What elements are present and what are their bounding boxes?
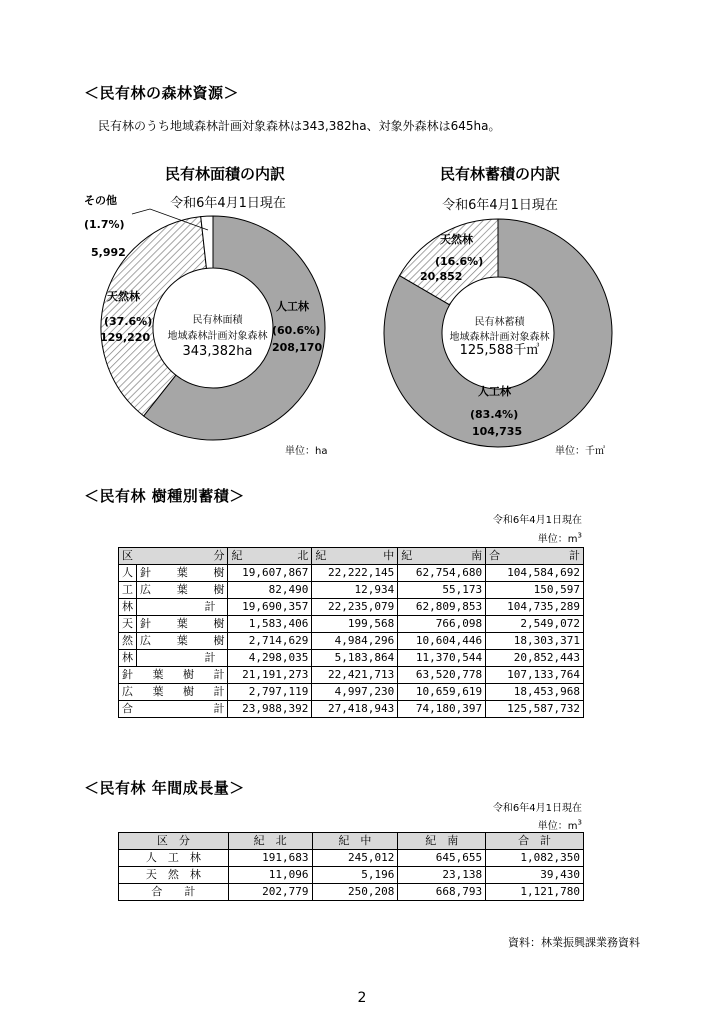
- table-cell-value: 23,988,392: [228, 701, 312, 718]
- table-cell-value: 19,607,867: [228, 565, 312, 582]
- chart-volume-unit: 単位：千㎥: [555, 446, 605, 457]
- chart-area-title: 民有林面積の内訳: [164, 165, 285, 183]
- table-cell-value: 1,583,406: [228, 616, 312, 633]
- table-cell-value: 82,490: [228, 582, 312, 599]
- table-row: [119, 867, 584, 884]
- chart-area-other-leader-line: [130, 196, 220, 236]
- table-cell-value: 125,587,732: [486, 701, 584, 718]
- table-cell-value: 245,012: [312, 850, 398, 867]
- table-cell-value: 645,655: [398, 850, 486, 867]
- table-cell-value: 2,797,119: [228, 684, 312, 701]
- chart-volume-label-natural-pct: (16.6%): [435, 255, 484, 268]
- row-label: 広 葉 樹: [136, 582, 228, 599]
- section-heading-species-volume: ＜民有林 樹種別蓄積＞: [84, 487, 245, 505]
- table-header-cell: 紀 北: [228, 833, 312, 850]
- table-cell-value: 20,852,443: [486, 650, 584, 667]
- table-cell-value: 4,997,230: [312, 684, 398, 701]
- chart-volume-date: 令和6年4月1日現在: [442, 198, 558, 213]
- table-cell-value: 22,235,079: [312, 599, 398, 616]
- section-description: 民有林のうち地域森林計画対象森林は343,382ha、対象外森林は645ha。: [98, 119, 501, 133]
- chart-volume-label-artificial-pct: (83.4%): [470, 408, 519, 421]
- chart-area-label-other-value: 5,992: [91, 246, 126, 259]
- table-cell-value: 191,683: [228, 850, 312, 867]
- chart-area-label-artificial-name: 人工林: [276, 300, 309, 313]
- table-row: [119, 850, 584, 867]
- table-cell-value: 19,690,357: [228, 599, 312, 616]
- table-cell-value: 39,430: [486, 867, 584, 884]
- table-cell-value: 104,735,289: [486, 599, 584, 616]
- table-cell-value: 202,779: [228, 884, 312, 901]
- table-cell-value: 2,549,072: [486, 616, 584, 633]
- species-table-unit: 単位：$m^3$: [537, 531, 582, 545]
- table-cell-value: 4,984,296: [312, 633, 398, 650]
- source-note: 資料：林業振興課業務資料: [508, 936, 640, 949]
- row-label: 広 葉 樹: [136, 633, 228, 650]
- table-cell-value: 104,584,692: [486, 565, 584, 582]
- chart-volume-title: 民有林蓄積の内訳: [439, 165, 560, 183]
- row-label: 広 葉 樹 計: [119, 684, 228, 701]
- chart-area-date: 令和6年4月1日現在: [170, 196, 286, 211]
- table-cell-value: 10,659,619: [398, 684, 486, 701]
- table-cell-value: 63,520,778: [398, 667, 486, 684]
- row-label: 針 葉 樹 計: [119, 667, 228, 684]
- row-label: 計: [136, 599, 228, 616]
- table-cell-value: 766,098: [398, 616, 486, 633]
- table-header-cell: 紀 中: [312, 833, 398, 850]
- table-cell-value: 199,568: [312, 616, 398, 633]
- chart-area-unit: 単位：ha: [285, 446, 328, 457]
- table-cell-value: 27,418,943: [312, 701, 398, 718]
- row-label: 針 葉 樹: [136, 565, 228, 582]
- table-cell-value: 23,138: [398, 867, 486, 884]
- chart-area-center-value: 343,382ha: [182, 344, 253, 359]
- table-cell-value: 10,604,446: [398, 633, 486, 650]
- table-cell-value: 5,196: [312, 867, 398, 884]
- table-cell-value: 21,191,273: [228, 667, 312, 684]
- chart-volume-label-natural-value: 20,852: [420, 270, 463, 283]
- annual-growth-table: [118, 832, 584, 901]
- chart-volume-center-line2: 地域森林計画対象森林: [449, 332, 550, 343]
- table-cell-value: 74,180,397: [398, 701, 486, 718]
- section-heading-annual-growth: ＜民有林 年間成長量＞: [84, 779, 245, 797]
- chart-area-label-artificial-value: 208,170: [272, 341, 323, 354]
- group-label-char: 人: [119, 565, 137, 582]
- table-row: [119, 582, 584, 599]
- table-cell-value: 55,173: [398, 582, 486, 599]
- table-row: [119, 599, 584, 616]
- chart-volume-center-line1: 民有林蓄積: [474, 317, 525, 328]
- chart-area-label-natural-value: 129,220: [100, 331, 151, 344]
- row-label: 合 計: [119, 884, 229, 901]
- table-cell-value: 22,222,145: [312, 565, 398, 582]
- table-cell-value: 62,754,680: [398, 565, 486, 582]
- table-cell-value: 2,714,629: [228, 633, 312, 650]
- species-volume-table: [118, 547, 584, 718]
- table-cell-value: 5,183,864: [312, 650, 398, 667]
- table-header-cell: 紀 南: [398, 833, 486, 850]
- growth-table-unit: 単位：$m^3$: [537, 818, 582, 832]
- table-row: [119, 884, 584, 901]
- chart-volume-label-natural-name: 天然林: [440, 233, 473, 246]
- growth-table-date: 令和6年4月1日現在: [492, 803, 582, 814]
- row-label: 針 葉 樹: [136, 616, 228, 633]
- group-label-char: 然: [119, 633, 137, 650]
- table-cell-value: 250,208: [312, 884, 398, 901]
- table-cell-value: 107,133,764: [486, 667, 584, 684]
- table-row: [119, 650, 584, 667]
- chart-area-label-artificial-pct: (60.6%): [272, 324, 321, 337]
- page-number: 2: [357, 990, 367, 1006]
- table-header-row: [119, 833, 584, 850]
- table-cell-value: 1,082,350: [486, 850, 584, 867]
- table-cell-value: 22,421,713: [312, 667, 398, 684]
- row-label: 天 然 林: [119, 867, 229, 884]
- group-label-char: 天: [119, 616, 137, 633]
- chart-area-label-other-pct: (1.7%): [84, 218, 125, 231]
- chart-volume-center-value: 125,588千㎥: [459, 343, 540, 358]
- table-cell-value: 11,370,544: [398, 650, 486, 667]
- chart-area-center-line1: 民有林面積: [192, 315, 243, 326]
- table-cell-value: 4,298,035: [228, 650, 312, 667]
- chart-area-label-other-name: その他: [84, 194, 117, 207]
- table-cell-value: 11,096: [228, 867, 312, 884]
- table-row: [119, 616, 584, 633]
- table-cell-value: 62,809,853: [398, 599, 486, 616]
- table-cell-value: 12,934: [312, 582, 398, 599]
- table-cell-value: 668,793: [398, 884, 486, 901]
- table-cell-value: 150,597: [486, 582, 584, 599]
- chart-area-label-natural-pct: (37.6%): [104, 315, 153, 328]
- row-label: 計: [136, 650, 228, 667]
- table-row: [119, 633, 584, 650]
- table-row: [119, 565, 584, 582]
- group-label-char: 林: [119, 599, 137, 616]
- table-cell-value: 1,121,780: [486, 884, 584, 901]
- group-label-char: 工: [119, 582, 137, 599]
- table-row-total: [119, 701, 584, 718]
- table-header-row: 区 分 紀 北 紀 中 紀 南 合 計: [119, 548, 584, 565]
- species-table-date: 令和6年4月1日現在: [492, 515, 582, 526]
- chart-area-center-line2: 地域森林計画対象森林: [167, 331, 268, 342]
- row-label: 合 計: [119, 701, 228, 718]
- table-header-cell: 合 計: [486, 833, 584, 850]
- chart-volume-label-artificial-name: 人工林: [478, 385, 511, 398]
- table-header-cell: 区 分: [119, 833, 229, 850]
- table-row-total: [119, 684, 584, 701]
- table-row-total: [119, 667, 584, 684]
- chart-volume-label-artificial-value: 104,735: [472, 425, 523, 438]
- table-cell-value: 18,453,968: [486, 684, 584, 701]
- group-label-char: 林: [119, 650, 137, 667]
- chart-area-label-natural-name: 天然林: [107, 290, 140, 303]
- table-cell-value: 18,303,371: [486, 633, 584, 650]
- row-label: 人 工 林: [119, 850, 229, 867]
- section-heading-forest-resources: ＜民有林の森林資源＞: [84, 84, 240, 102]
